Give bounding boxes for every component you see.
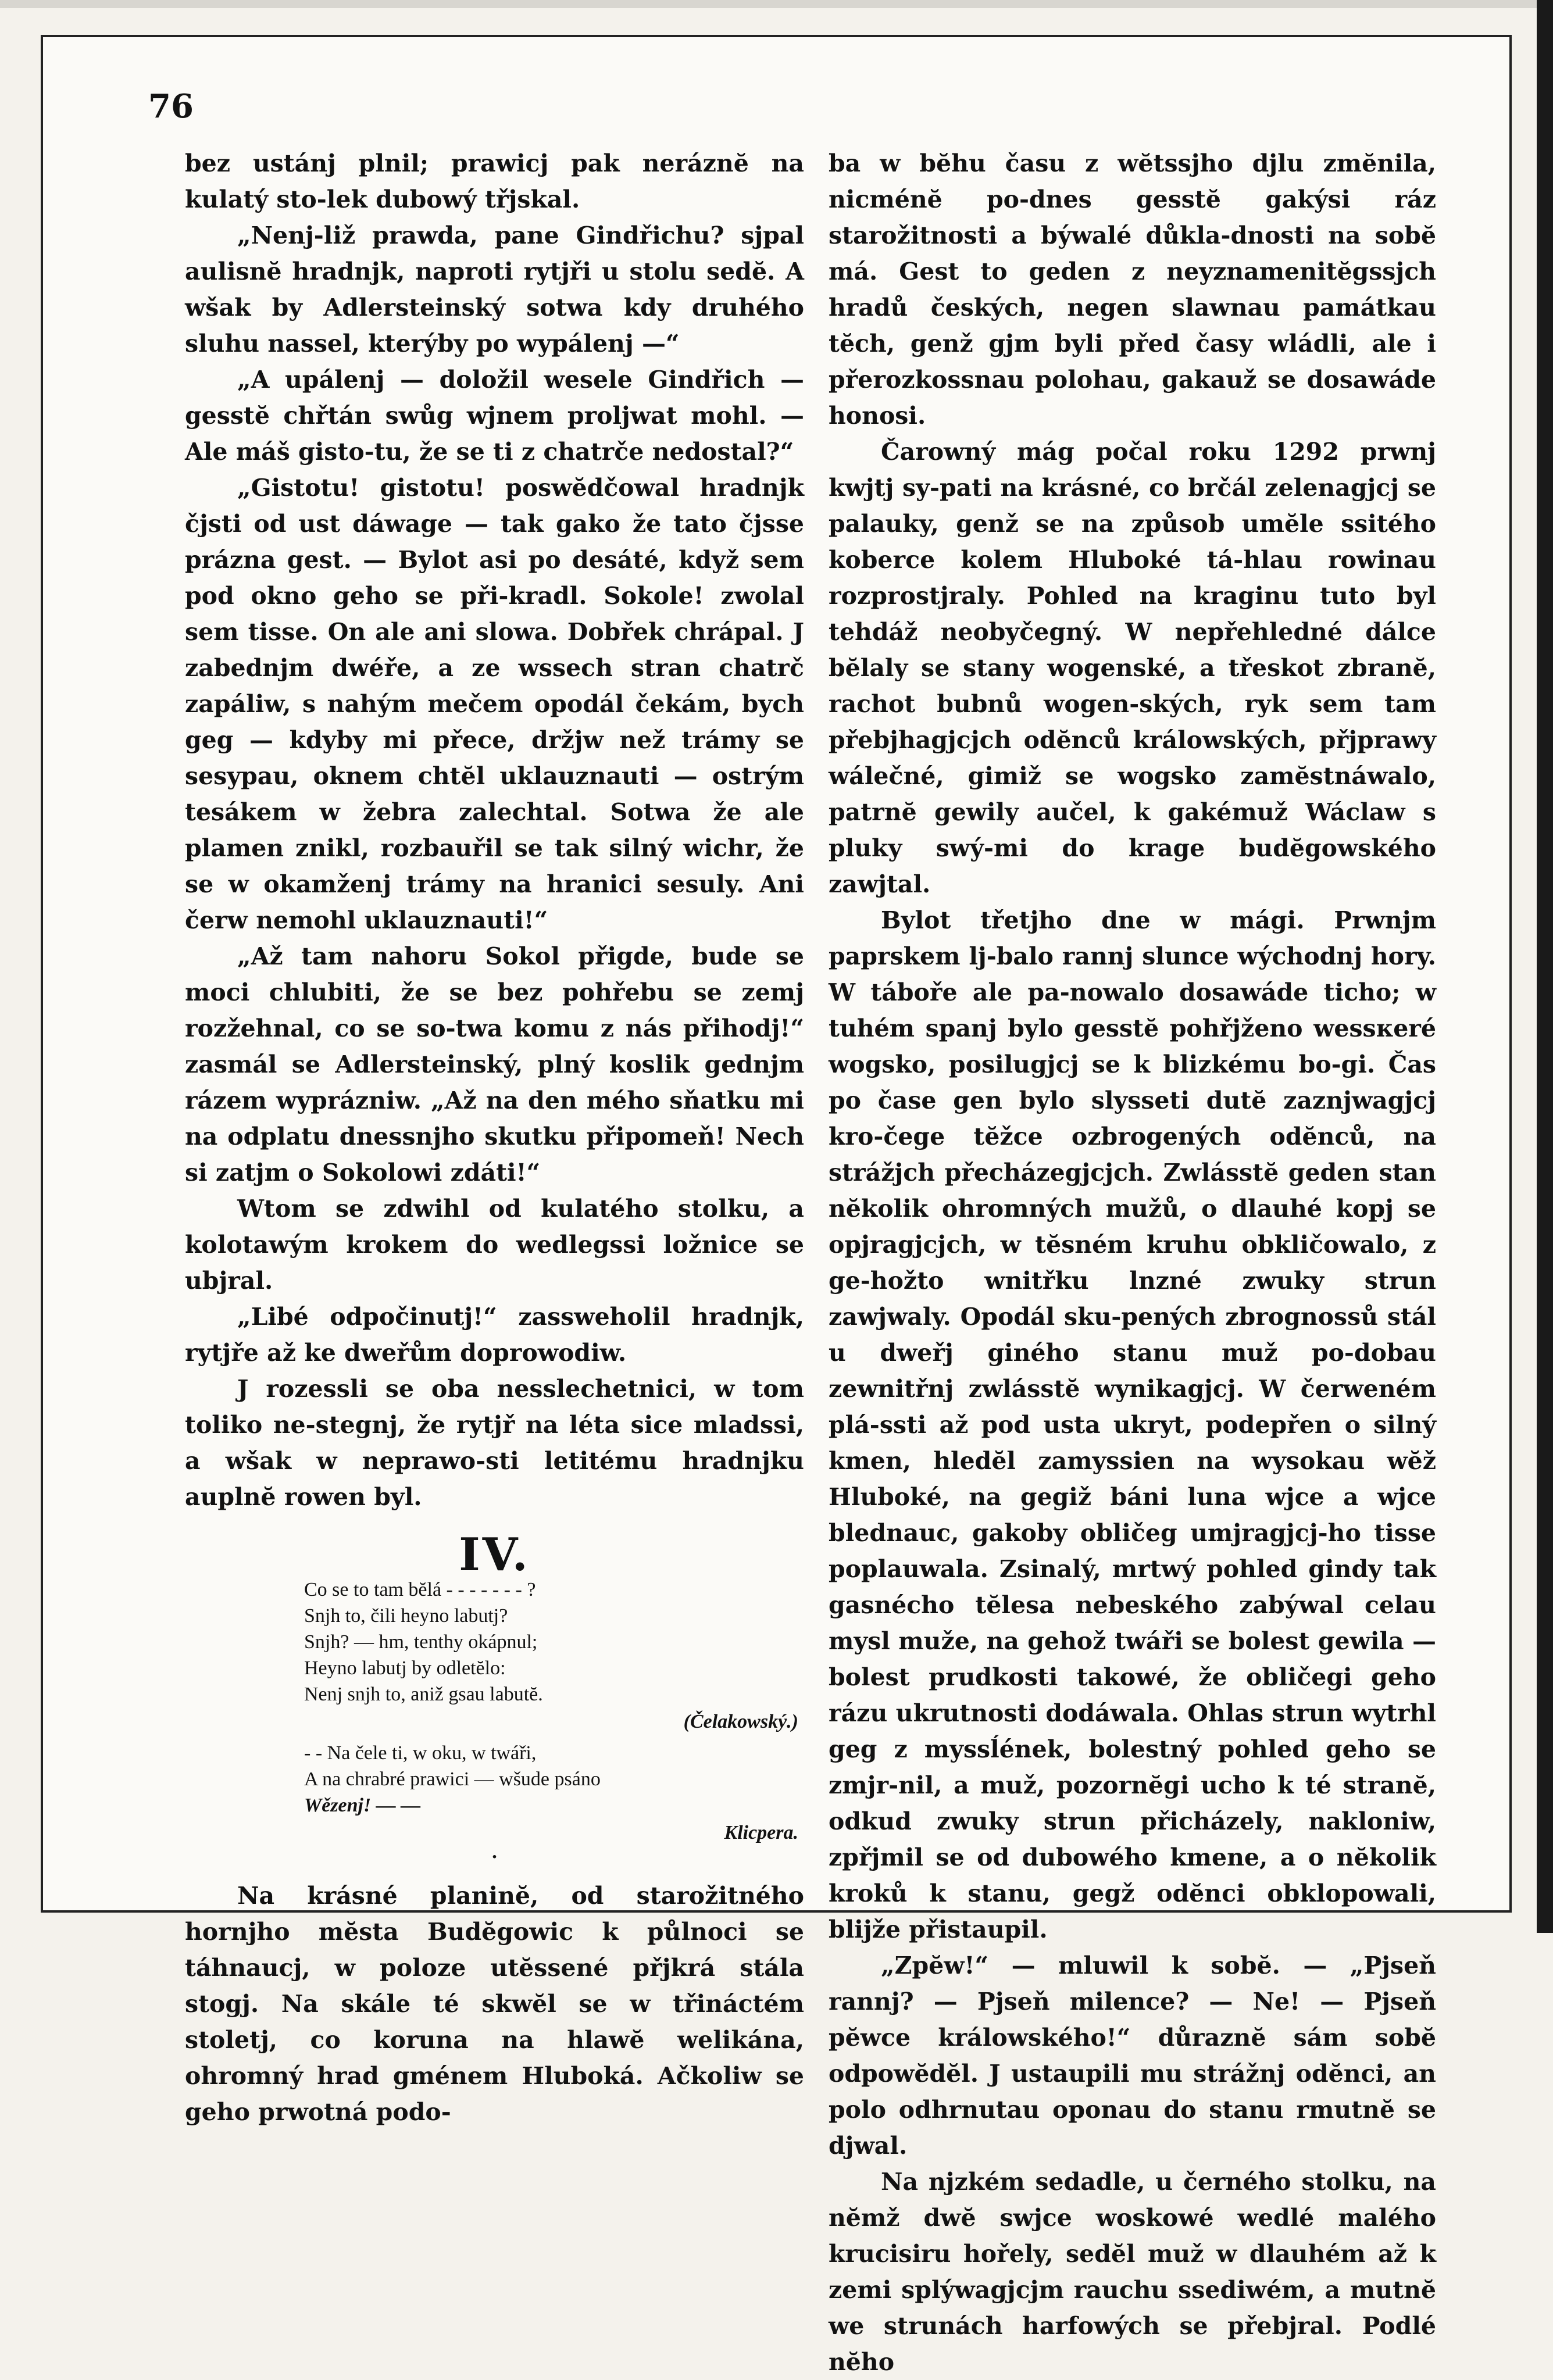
- paragraph: „A upálenj — doložil wesele Gindřich — gesstĕ chřtán swůg wjnem proljwat mohl. — Ale máš gisto-tu, že se ti z chatrče nedostal?“: [185, 366, 804, 466]
- paragraph: Na krásné planinĕ, od starožitného hornjho mĕsta Budĕgowic k půlnoci se táhnaucj, w poloze utĕssené přjkrá stála stogj. Na skále té skwĕl se w třináctém stoletj, co koruna na hlawĕ welikána, ohromný hrad gménem Hluboká. Ačkoliw se geho prwotná podo-: [185, 1882, 804, 2126]
- left-column: [185, 145, 804, 2130]
- left-paragraphs-after: [185, 1878, 804, 2130]
- paragraph: „Nenj-liž prawda, pane Gindřichu? sjpal aulisnĕ hradnjk, naproti rytjři u stolu sedĕ. A wšak by Adlersteinský sotwa kdy druhého sluhu nassel, kterýby po wypálenj —“: [185, 221, 804, 358]
- paragraph: „Až tam nahoru Sokol přigde, bude se moci chlubiti, že se bez pohřebu se zemj rozžehnal, co se so-twa komu z nás přihodj!“ zasmál se Adlersteinský, plný koslik gednjm rázem wyprázniw. „Až na den mého sňatku mi na odplatu dnessnjho skutku připomeň! Nech si zatjm o Sokolowi zdáti!“: [185, 942, 804, 1187]
- paragraph: J rozessli se oba nesslechetnici, w tom toliko ne-stegnj, že rytjř na léta sice mladssi, a wšak w neprawo-sti letitému hradnjku auplnĕ rowen byl.: [185, 1375, 804, 1511]
- right-column: [829, 145, 1436, 2380]
- attribution-celakovsky: (Čelakowský.): [683, 1711, 798, 1732]
- poem-line: - - Na čele ti, w oku, w twáři,: [304, 1742, 537, 1764]
- page-number: 76: [148, 87, 194, 126]
- paragraph: „Gistotu! gistotu! poswĕdčowal hradnjk čjsti od ust dáwage — tak gako že tato čjsse prázna gest. — Bylot asi po desáté, když sem pod okno geho se při-kradl. Sokole! zwolal sem tisse. On ale ani slowa. Dobřek chrápal. J zabednjm dwéře, a ze wssech stran chatrč zapáliw, s nahým mečem opodál čekám, bych geg — kdyby mi přece, držjw než trámy se sesypau, oknem chtĕl uklauznauti — ostrým tesákem w žebra zalechtal. Sotwa že ale plamen znikl, rozbauřil se tak silný wichr, že se w okamženj trámy na hranici sesuly. Ani čerw nemohl uklauznauti!“: [185, 474, 804, 934]
- poem-line: Nenj snjh to, aniž gsau labutĕ.: [304, 1684, 543, 1705]
- paragraph: bez ustánj plnil; prawicj pak neráznĕ na kulatý sto-lek dubowý třjskal.: [185, 149, 804, 213]
- paragraph: Wtom se zdwihl od kulatého stolku, a kolotawým krokem do wedlegssi ložnice se ubjral.: [185, 1195, 804, 1295]
- paragraph: „Libé odpočinutj!“ zasswеholil hradnjk, rytjře až ke dweřům doprowodiw.: [185, 1303, 804, 1367]
- attribution-klicpera: Klicpera.: [724, 1822, 798, 1843]
- scan-top-edge: [0, 0, 1553, 8]
- poem-line: Snjh? — hm, tenthy okápnul;: [304, 1631, 538, 1653]
- paragraph: Na njzkém sedadle, u černého stolku, na nĕmž dwĕ swjce woskowé wedlé malého krucisiru hořely, sedĕl muž w dlauhém až k zemi splýwagjcjm rauchu ssediwém, a mutnĕ we strunách harfowých se přebjral. Podlé nĕho: [829, 2168, 1436, 2376]
- poem-klicpera: [304, 1740, 804, 1818]
- paragraph: Bylot třetjho dne w mági. Prwnjm paprskem lj-balo rannj slunce wýchodnj hory. W táboře ale pa-nowalo dosawáde ticho; w tuhém spanj bylo gesstĕ pohřjženo wessкeré wogsko, posilugjcj se k blizkému bo-gi. Čas po čase gen bylo slysseti dutĕ zaznjwagjcj kro-čege tĕžce ozbrogených odĕnců, na strážjch přecházegjcjch. Zwlásstĕ geden stan nĕkolik ohromných mužů, o dlauhé kopj se opjragjcjch, w tĕsném kruhu obkličowalo, z ge-hožto wnitřku lnzné zwuky strun zawjwaly. Opodál sku-pených zbrognossů stál u dweřj giného stanu muž po-dobau zewnitřnj zwlásstĕ wynikagjcj. W čerweném plá-ssti až pod usta ukryt, podepřen o silný kmen, hledĕl zamyssien na wysokau wĕž Hluboké, na gegiž báni luna wjce a wjce blednauc, gakoby obličeg umjragjcj-ho tisse poplauwala. Zsinalý, mrtwý pohled gindy tak gasnécho tĕlesa nebeského zabýwal celau mysl muže, na gehož twáři se bolest gewila — bolest prudkosti takowé, že obličegi geho rázu ukrutnosti dodáwala. Ohlas strun wytrhl geg z myssĺének, bolestný pohled geho se zmjr-nil, a muž, pozornĕgi ucho k té stranĕ, odkud zwuky strun přicházely, nakloniw, zpřjmil se od dubowého kmene, a o nĕkolik kroků k stanu, gegž odĕnci obklopowali, blijže přistaupil.: [829, 906, 1436, 1943]
- poem-line: Snjh to, čili heyno labutj?: [304, 1605, 508, 1627]
- paragraph: „Zpĕw!“ — mluwil k sobĕ. — „Pjseň rannj? — Pjseň milence? — Ne! — Pjseň pĕwce králowského!“ důraznĕ sám sobĕ odpowĕdĕl. J ustaupili mu strážnj odĕnci, an polo odhrnutau oponau do stanu rmutnĕ se djwal.: [829, 1952, 1436, 2160]
- poem-line: A na chrabré prawici — wšude psáno: [304, 1768, 601, 1790]
- left-paragraphs-before: [185, 145, 804, 1515]
- paragraph: Čarowný mág počal roku 1292 prwnj kwjtj sy-pati na krásné, co brčál zelenagjcj se palauky, genž se na způsob umĕle ssitého koberce kolem Hluboké tá-hlau rowinau rozprostjraly. Pohled na kraginu tuto byl tehdáž neobyčegný. W nepřehledné dálce bĕlaly se stany wogenské, a třeskot zbranĕ, rachot bubnů wogen-ských, ryk sem tam přebjhagjcjch odĕnců králowských, přjprawy wálečné, gimiž se wogsko zamĕstnáwalo, patrnĕ gewily aučel, k gakémuž Wáclaw s pluky swý-mi do krage budĕgowského zawjtal.: [829, 438, 1436, 898]
- poem-line: Co se to tam bĕlá - - - - - - - ?: [304, 1579, 536, 1600]
- poem-line: Heyno labutj by odletĕlo:: [304, 1657, 506, 1679]
- scan-right-edge: [1537, 0, 1553, 1933]
- section-separator: ·: [491, 1847, 498, 1867]
- poem-celakovsky: [304, 1577, 804, 1707]
- poem-line: Wězenj! — —: [304, 1795, 421, 1816]
- chapter-heading: IV.: [459, 1528, 530, 1581]
- paragraph: ba w bĕhu času z wĕtssjho djlu zmĕnila, nicménĕ po-dnes gesstĕ gakýsi ráz starožitnosti a býwalé důkla-dnosti na sobĕ má. Gest to geden z neyznamenitĕgssjch hradů českých, negen slawnau památkau tĕch, genž gjm byli před časy wládli, ale i přerozkossnau polohau, gakauž se dosawáde honosi.: [829, 149, 1436, 430]
